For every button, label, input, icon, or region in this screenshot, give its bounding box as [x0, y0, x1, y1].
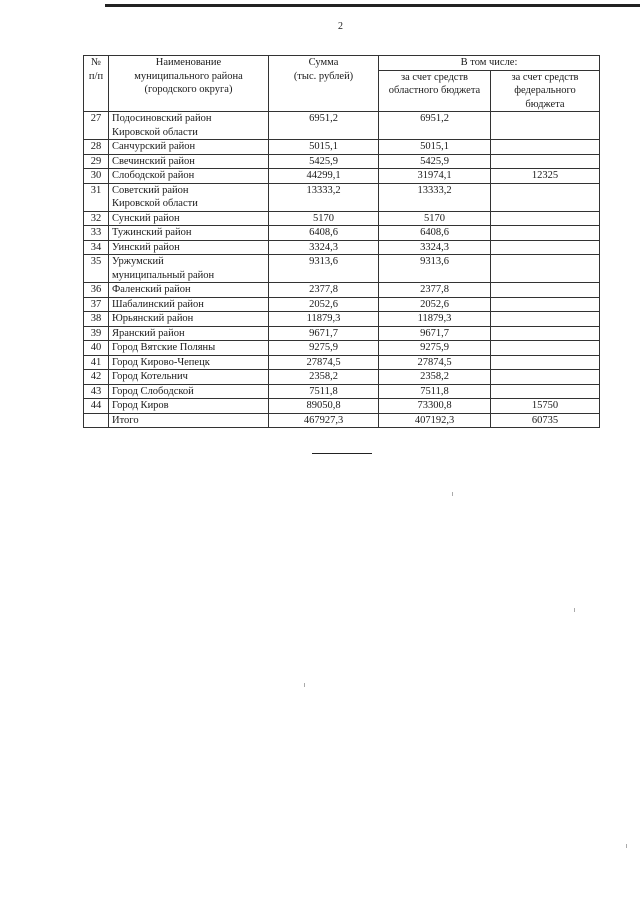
federal-budget-value: 12325	[491, 169, 600, 184]
row-number: 30	[84, 169, 109, 184]
federal-budget-value	[491, 240, 600, 255]
scan-speck	[304, 683, 305, 687]
row-number: 28	[84, 140, 109, 155]
table-row	[84, 326, 600, 341]
row-number	[84, 413, 109, 428]
sum-value: 2358,2	[269, 370, 379, 385]
table-row	[84, 240, 600, 255]
table-row	[84, 169, 600, 184]
scan-speck	[626, 844, 627, 848]
federal-budget-value	[491, 255, 600, 283]
regional-budget-value: 9313,6	[379, 255, 491, 283]
row-number: 44	[84, 399, 109, 414]
federal-budget-value	[491, 211, 600, 226]
regional-budget-value: 6951,2	[379, 112, 491, 140]
sum-value: 3324,3	[269, 240, 379, 255]
federal-budget-value	[491, 183, 600, 211]
end-line	[312, 453, 372, 454]
regional-budget-value: 2377,8	[379, 283, 491, 298]
table-row	[84, 384, 600, 399]
top-scan-border	[105, 4, 640, 7]
district-name: Итого	[109, 413, 269, 428]
sum-value: 9275,9	[269, 341, 379, 356]
federal-budget-value	[491, 226, 600, 241]
regional-budget-value: 2358,2	[379, 370, 491, 385]
row-number: 27	[84, 112, 109, 140]
scan-speck	[452, 492, 453, 496]
regional-budget-value: 73300,8	[379, 399, 491, 414]
federal-budget-value	[491, 384, 600, 399]
district-name: Город Вятские Поляны	[109, 341, 269, 356]
row-number: 32	[84, 211, 109, 226]
sum-value: 6408,6	[269, 226, 379, 241]
table-body	[84, 112, 600, 428]
district-name: Юрьянский район	[109, 312, 269, 327]
regional-budget-value: 13333,2	[379, 183, 491, 211]
sum-value: 5170	[269, 211, 379, 226]
row-number: 31	[84, 183, 109, 211]
row-number: 34	[84, 240, 109, 255]
row-number: 43	[84, 384, 109, 399]
regional-budget-value: 5170	[379, 211, 491, 226]
sum-value: 11879,3	[269, 312, 379, 327]
header-sum: Сумма (тыс. рублей)	[269, 56, 379, 112]
row-number: 42	[84, 370, 109, 385]
sum-value: 89050,8	[269, 399, 379, 414]
sum-value: 9671,7	[269, 326, 379, 341]
federal-budget-value: 15750	[491, 399, 600, 414]
federal-budget-value: 60735	[491, 413, 600, 428]
federal-budget-value	[491, 312, 600, 327]
federal-budget-value	[491, 341, 600, 356]
table-row	[84, 341, 600, 356]
scan-speck	[574, 608, 575, 612]
regional-budget-value: 31974,1	[379, 169, 491, 184]
sum-value: 6951,2	[269, 112, 379, 140]
district-name: Санчурский район	[109, 140, 269, 155]
district-name: Город Слободской	[109, 384, 269, 399]
sum-value: 9313,6	[269, 255, 379, 283]
regional-budget-value: 407192,3	[379, 413, 491, 428]
district-name: Город Кирово-Чепецк	[109, 355, 269, 370]
header-including: В том числе:	[379, 56, 600, 71]
federal-budget-value	[491, 355, 600, 370]
row-number: 37	[84, 297, 109, 312]
header-regional: за счет средств областного бюджета	[379, 70, 491, 112]
district-name: Город Котельнич	[109, 370, 269, 385]
federal-budget-value	[491, 154, 600, 169]
row-number: 40	[84, 341, 109, 356]
table-row	[84, 399, 600, 414]
header-num: № п/п	[84, 56, 109, 112]
table-row	[84, 255, 600, 283]
header-federal: за счет средств федерального бюджета	[491, 70, 600, 112]
district-name: Уинский район	[109, 240, 269, 255]
district-name: Шабалинский район	[109, 297, 269, 312]
federal-budget-value	[491, 326, 600, 341]
sum-value: 467927,3	[269, 413, 379, 428]
row-number: 39	[84, 326, 109, 341]
regional-budget-value: 6408,6	[379, 226, 491, 241]
federal-budget-value	[491, 370, 600, 385]
regional-budget-value: 5015,1	[379, 140, 491, 155]
federal-budget-value	[491, 283, 600, 298]
row-number: 41	[84, 355, 109, 370]
table-row	[84, 112, 600, 140]
district-name: Уржумский муниципальный район	[109, 255, 269, 283]
district-name: Подосиновский район Кировской области	[109, 112, 269, 140]
federal-budget-value	[491, 140, 600, 155]
sum-value: 2052,6	[269, 297, 379, 312]
table-row	[84, 183, 600, 211]
district-name: Яранский район	[109, 326, 269, 341]
table-row	[84, 211, 600, 226]
sum-value: 44299,1	[269, 169, 379, 184]
district-name: Свечинский район	[109, 154, 269, 169]
table-row	[84, 297, 600, 312]
district-name: Советский район Кировской области	[109, 183, 269, 211]
table-row	[84, 312, 600, 327]
sum-value: 5425,9	[269, 154, 379, 169]
district-name: Фаленский район	[109, 283, 269, 298]
sum-value: 13333,2	[269, 183, 379, 211]
sum-value: 27874,5	[269, 355, 379, 370]
sum-value: 5015,1	[269, 140, 379, 155]
regional-budget-value: 9275,9	[379, 341, 491, 356]
district-name: Слободской район	[109, 169, 269, 184]
row-number: 29	[84, 154, 109, 169]
sum-value: 2377,8	[269, 283, 379, 298]
table-row	[84, 370, 600, 385]
district-name: Тужинский район	[109, 226, 269, 241]
regional-budget-value: 2052,6	[379, 297, 491, 312]
table-header-row	[84, 56, 600, 71]
budget-table	[83, 55, 600, 428]
regional-budget-value: 27874,5	[379, 355, 491, 370]
row-number: 33	[84, 226, 109, 241]
regional-budget-value: 9671,7	[379, 326, 491, 341]
table-row	[84, 154, 600, 169]
regional-budget-value: 7511,8	[379, 384, 491, 399]
header-name: Наименование муниципального района (городского округа)	[109, 56, 269, 112]
table-row	[84, 140, 600, 155]
district-name: Город Киров	[109, 399, 269, 414]
table-row	[84, 413, 600, 428]
regional-budget-value: 11879,3	[379, 312, 491, 327]
district-name: Сунский район	[109, 211, 269, 226]
federal-budget-value	[491, 297, 600, 312]
table-row	[84, 283, 600, 298]
page-number: 2	[338, 21, 343, 32]
federal-budget-value	[491, 112, 600, 140]
table-row	[84, 226, 600, 241]
row-number: 38	[84, 312, 109, 327]
regional-budget-value: 5425,9	[379, 154, 491, 169]
row-number: 36	[84, 283, 109, 298]
regional-budget-value: 3324,3	[379, 240, 491, 255]
table-row	[84, 355, 600, 370]
sum-value: 7511,8	[269, 384, 379, 399]
row-number: 35	[84, 255, 109, 283]
